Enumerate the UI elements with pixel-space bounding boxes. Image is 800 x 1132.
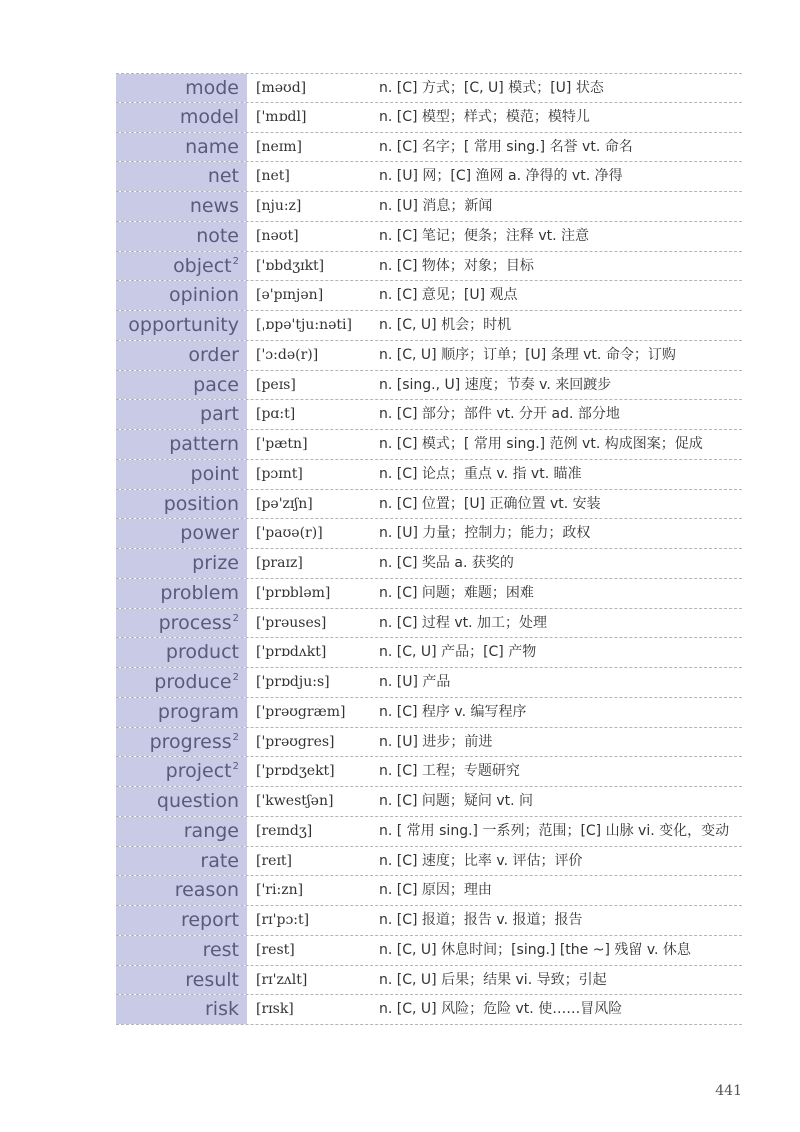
headword-text: opinion (169, 284, 239, 307)
headword-text: risk (205, 998, 239, 1021)
headword-text: point (190, 462, 239, 485)
definition: n. [C] 模型；样式；模范；模特儿 (379, 108, 590, 125)
table-row (116, 222, 742, 252)
headword (116, 311, 247, 340)
headword-text: object (173, 254, 232, 277)
headword (116, 995, 247, 1024)
table-row (116, 638, 742, 668)
phonetic: ['ɔ:də(r)] (256, 346, 319, 363)
phonetic: [pɔɪnt] (256, 465, 303, 482)
phonetic: ['prɒdʒekt] (256, 763, 335, 780)
headword-text: rate (200, 849, 239, 872)
headword-text: rest (202, 938, 239, 961)
phonetic: [net] (256, 168, 290, 185)
headword (116, 460, 247, 489)
headword-text: position (163, 492, 239, 515)
definition: n. [C] 位置；[U] 正确位置 vt. 安装 (379, 495, 601, 512)
headword (116, 549, 247, 578)
table-row (116, 936, 742, 966)
headword-text: model (179, 105, 239, 128)
headword-text: reason (174, 879, 239, 902)
phonetic: [rɪsk] (256, 1001, 294, 1018)
headword (116, 638, 247, 667)
phonetic: ['prəuses] (256, 614, 327, 631)
definition: n. [C] 工程；专题研究 (379, 763, 520, 780)
headword (116, 966, 247, 995)
phonetic: [reɪt] (256, 852, 293, 869)
definition: n. [C] 奖品 a. 获奖的 (379, 555, 514, 571)
headword (116, 162, 247, 191)
table-row (116, 133, 742, 163)
headword (116, 192, 247, 221)
phonetic: [nju:z] (256, 198, 302, 214)
phonetic: [nəʊt] (256, 227, 299, 244)
homograph-number: 2 (232, 612, 239, 624)
definition: n. [C] 过程 vt. 加工；处理 (379, 614, 548, 631)
headword (116, 757, 247, 786)
phonetic: ['prəʊgræm] (256, 703, 346, 720)
headword-text: pattern (169, 433, 239, 455)
table-row (116, 400, 742, 430)
table-row (116, 579, 742, 609)
definition: n. [U] 进步；前进 (379, 733, 493, 750)
phonetic: ['prəʊgres] (256, 733, 335, 750)
headword (116, 668, 247, 697)
headword-text: product (165, 641, 239, 664)
table-row (116, 252, 742, 282)
table-row (116, 460, 742, 490)
headword-text: report (180, 909, 239, 931)
phonetic: ['prɒdʌkt] (256, 644, 327, 661)
headword-text: process (158, 611, 232, 634)
definition: n. [C] 速度；比率 v. 评估；评价 (379, 852, 583, 869)
table-row (116, 430, 742, 460)
definition: n. [C, U] 风险；危险 vt. 使……冒风险 (379, 1001, 623, 1018)
definition: n. [C] 论点；重点 v. 指 vt. 瞄准 (379, 465, 582, 482)
definition: n. [C] 方式；[C, U] 模式；[U] 状态 (379, 80, 604, 96)
definition: n. [C, U] 产品；[C] 产物 (379, 644, 537, 661)
phonetic: [rɪ'pɔ:t] (256, 912, 310, 928)
headword (116, 222, 247, 251)
table-row (116, 192, 742, 222)
table-row (116, 73, 742, 103)
headword (116, 876, 247, 905)
definition: n. [C] 模式；[ 常用 sing.] 范例 vt. 构成图案；促成 (379, 436, 703, 452)
phonetic: ['prɒbləm] (256, 584, 331, 601)
headword (116, 133, 247, 162)
phonetic: ['pætn] (256, 436, 308, 452)
headword (116, 787, 247, 816)
headword (116, 252, 247, 281)
headword (116, 609, 247, 638)
headword (116, 103, 247, 132)
homograph-number: 2 (232, 255, 239, 267)
table-row (116, 490, 742, 520)
headword (116, 847, 247, 876)
table-row (116, 698, 742, 728)
phonetic: [rest] (256, 941, 295, 958)
phonetic: [reɪndʒ] (256, 822, 313, 839)
headword-text: mode (185, 77, 239, 99)
headword-text: problem (160, 581, 239, 604)
table-row (116, 728, 742, 758)
headword-text: range (183, 819, 239, 842)
definition: n. [U] 力量；控制力；能力；政权 (379, 525, 591, 542)
headword-text: order (188, 343, 239, 366)
headword-text: program (157, 700, 239, 723)
table-row (116, 876, 742, 906)
headword-text: produce (154, 671, 232, 693)
definition: n. [ 常用 sing.] 一系列；范围；[C] 山脉 vi. 变化，变动 (379, 822, 730, 839)
definition: n. [U] 网；[C] 渔网 a. 净得的 vt. 净得 (379, 168, 623, 185)
phonetic: [peɪs] (256, 376, 296, 393)
headword-text: note (196, 224, 239, 247)
definition: n. [U] 产品 (379, 674, 451, 690)
definition: n. [C] 问题；难题；困难 (379, 584, 534, 601)
table-row (116, 103, 742, 133)
headword (116, 371, 247, 400)
definition: n. [C] 笔记；便条；注释 vt. 注意 (379, 227, 590, 244)
phonetic: ['paʊə(r)] (256, 525, 323, 542)
table-row (116, 817, 742, 847)
headword-text: part (200, 403, 239, 426)
definition: n. [C, U] 机会；时机 (379, 317, 512, 333)
table-row (116, 311, 742, 341)
table-row (116, 162, 742, 192)
headword (116, 341, 247, 370)
phonetic: [pɑ:t] (256, 406, 296, 423)
table-row (116, 281, 742, 311)
headword (116, 728, 247, 757)
homograph-number: 2 (232, 761, 239, 773)
definition: n. [C, U] 后果；结果 vi. 导致；引起 (379, 971, 607, 988)
phonetic: [pə'zɪʃn] (256, 495, 313, 512)
definition: n. [C, U] 休息时间；[sing.] [the ~] 残留 v. 休息 (379, 941, 691, 958)
homograph-number: 2 (232, 731, 239, 743)
headword (116, 519, 247, 548)
phonetic: [ə'pɪnjən] (256, 287, 324, 304)
table-row (116, 906, 742, 936)
table-row (116, 549, 742, 579)
table-row (116, 341, 742, 371)
definition: n. [sing., U] 速度；节奏 v. 来回踱步 (379, 376, 612, 393)
phonetic: ['ɒbdʒɪkt] (256, 257, 325, 274)
headword (116, 281, 247, 310)
table-row (116, 787, 742, 817)
headword-text: pace (193, 373, 239, 396)
table-row (116, 371, 742, 401)
phonetic: ['prɒdju:s] (256, 674, 330, 690)
phonetic: [neɪm] (256, 138, 302, 155)
definition: n. [U] 消息；新闻 (379, 198, 493, 214)
phonetic: [ˌɒpə'tju:nəti] (256, 317, 352, 333)
headword-text: result (185, 968, 239, 991)
definition: n. [C] 部分；部件 vt. 分开 ad. 部分地 (379, 406, 620, 423)
definition: n. [C] 意见；[U] 观点 (379, 287, 518, 304)
headword (116, 817, 247, 846)
headword (116, 698, 247, 727)
headword (116, 430, 247, 459)
definition: n. [C] 问题；疑问 vt. 问 (379, 793, 534, 809)
page-number: 441 (715, 1083, 742, 1099)
phonetic: ['ri:zn] (256, 882, 304, 899)
vocabulary-table (116, 73, 742, 1025)
table-row (116, 519, 742, 549)
headword-text: opportunity (128, 314, 239, 336)
phonetic: [rɪ'zʌlt] (256, 971, 308, 988)
table-row (116, 757, 742, 787)
headword-text: prize (192, 552, 239, 574)
headword-text: question (156, 790, 239, 812)
headword-text: progress (149, 730, 232, 753)
headword-text: power (180, 522, 239, 545)
definition: n. [C] 原因；理由 (379, 882, 492, 899)
headword (116, 906, 247, 935)
table-row (116, 995, 742, 1025)
table-row (116, 966, 742, 996)
phonetic: ['mɒdl] (256, 108, 307, 125)
headword (116, 579, 247, 608)
headword (116, 936, 247, 965)
homograph-number: 2 (232, 672, 239, 683)
headword-text: project (165, 760, 232, 783)
headword-text: name (185, 135, 239, 158)
headword (116, 490, 247, 519)
headword (116, 400, 247, 429)
table-row (116, 668, 742, 698)
phonetic: [məʊd] (256, 80, 307, 96)
phonetic: ['kwestʃən] (256, 793, 334, 809)
headword (116, 74, 247, 102)
definition: n. [C] 程序 v. 编写程序 (379, 703, 527, 720)
definition: n. [C] 名字；[ 常用 sing.] 名誉 vt. 命名 (379, 138, 633, 155)
phonetic: [praɪz] (256, 555, 303, 571)
headword-text: news (189, 195, 239, 217)
definition: n. [C, U] 顺序；订单；[U] 条理 vt. 命令；订购 (379, 346, 676, 363)
table-row (116, 847, 742, 877)
table-row (116, 609, 742, 639)
definition: n. [C] 报道；报告 v. 报道；报告 (379, 912, 583, 928)
definition: n. [C] 物体；对象；目标 (379, 257, 534, 274)
headword-text: net (207, 165, 239, 188)
